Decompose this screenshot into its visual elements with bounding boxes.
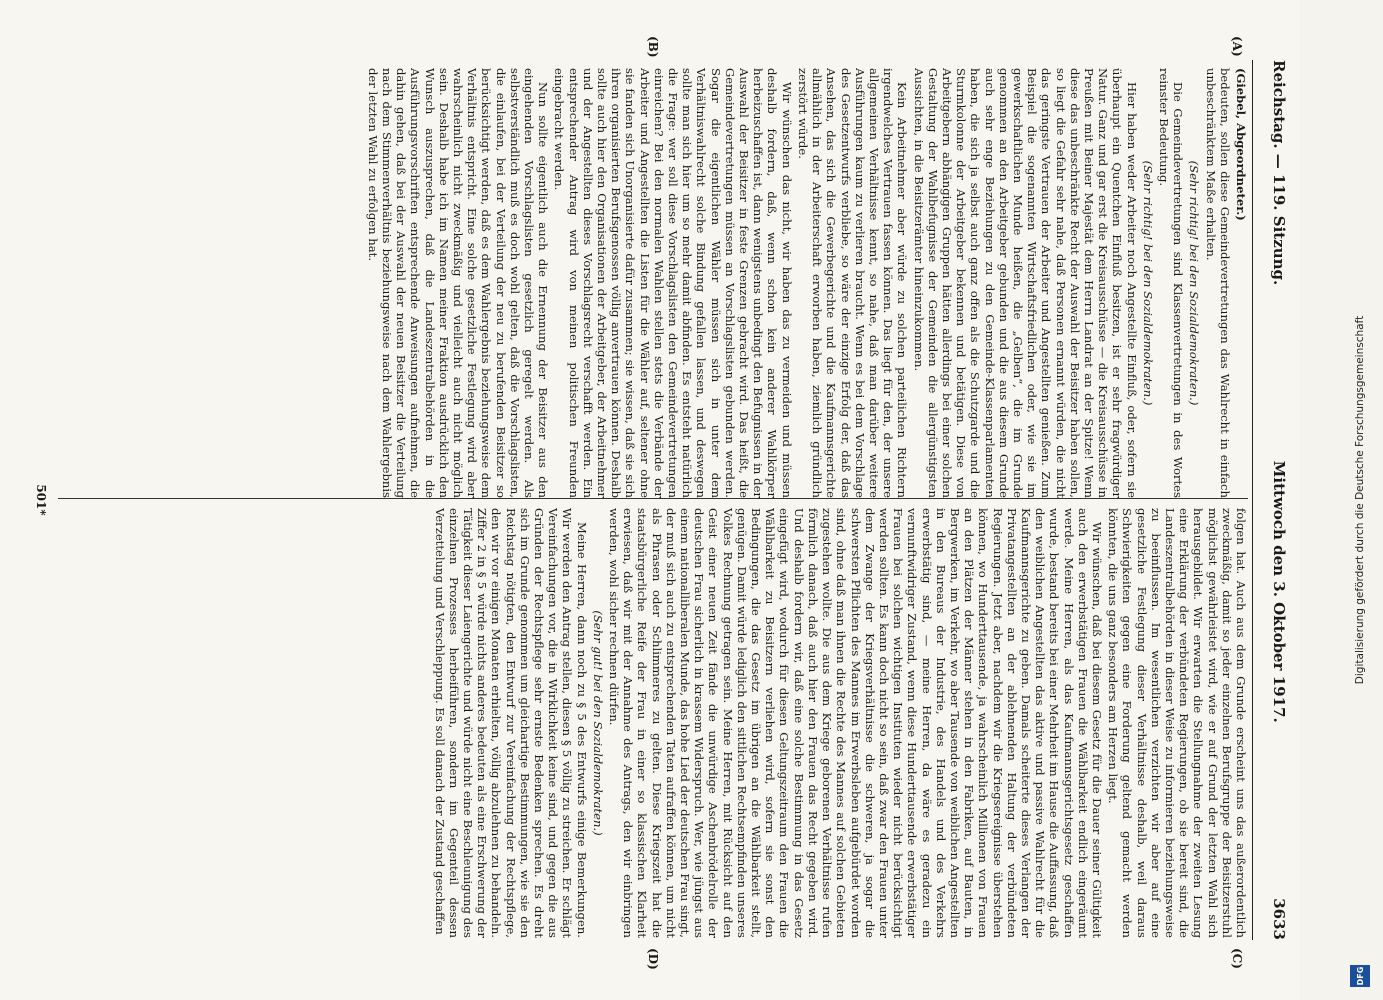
page-header — [1258, 60, 1288, 940]
speaker-label: (Giebel, Abgeordneter.) — [1234, 68, 1248, 221]
interjection: (Sehr richtig! bei den Sozialdemokraten.) — [1187, 160, 1202, 406]
paragraph: Meine Herren, dann noch zu § 5 des Entwurfs einige Bemerkungen. Wir werden den Antrag stellen, diesen § 5 völlig zu streichen. Er schlägt Vereinfachungen vor, die in Wirklichkeit keine sind, und gegen die aus Gründen der Rechtspflege sehr ernste Bedenken sprechen. Es dreht sich im Grunde genommen um gleichartige Bestimmungen, wie sie den Reichstag nötigten, den Entwurf zur Vereinfachung der Rechtspflege, den wir vor einigen Monaten erhielten, völlig abzulehnen zu behandeln. Ziffer 2 in § 5 würde nichts anderes bedeuten als eine Erschwerung der Tätigkeit dieser Laiengerichte und würde nicht eine Beschleunigung des einzelnen Prozesses herbeiführen, sondern im Gegenteil dessen Verzettelung und Verschleppung. Es soll danach der Zustand geschaffen — [432, 508, 589, 938]
interjection: (Sehr gut! bei den Sozialdemokraten.) — [590, 610, 605, 836]
paragraph: Wir wünschen das nicht, wir haben das zu vermeiden und müssen deshalb fordern, daß, wenn schon kein anderer Wahlkörper herbeizuschaffen ist, dann wenigstens unbedingt den Befugnissen in der Auswahl der Beisitzer in feste Grenzen gebracht wird. Das heißt, die Gemeindevertretungen müssen an Vorschlagslisten gebunden werden. Sogar die eigentlichen Wähler müssen sich in unter dem Verhältniswahlrecht solche Bindung gefallen lassen, und deswegen sollte man sich hier um so mehr damit abfinden. Es entsteht natürlich die Frage: wer soll diese Vorschlagslisten den Gemeindevertretungen einreichen? Bei den normalen Wahlen stellen stets die Verbände der Arbeiter und Angestellten die Listen für die Wähler auf, seltener ohne sie fanden sich Unorganisierte dafür zusammen; sie wissen, daß sie sich ihren organisierten Berufsgenossen völlig anvertrauen können. Deshalb sollte auch hier den Organisationen der Arbeitgeber, der Arbeitnehmer und der Angestellten dieses Vorschlagsrecht verschafft werden. Ein entsprechender Antrag wird von meinen politischen Freunden eingebracht werden. — [552, 68, 794, 498]
page-footer: 501* — [34, 484, 48, 516]
left-column — [48, 68, 1248, 498]
paragraph: Kein Arbeitnehmer aber würde zu solchen parteilichen Richtern irgendwelches Vertrauen fassen können. Das liegt für den, der unsere allgemeinen Verhältnisse kennt, so nahe, daß man darüber weitere Ausführungen kaum zu verlieren braucht. Wenn es bei dem Vorschlage des Gesetzentwurfs verbliebe, so wäre der einzige Erfolg der, daß das Ansehen, das sich die Gewerbegerichte und die Kaufmannsgerichte allmählich in der Arbeiterschaft erworben haben, ziemlich gründlich zerstört würde. — [795, 68, 910, 498]
paragraph: folgen hat. Auch aus dem Grunde erscheint uns das außerordentlich zweckmäßig, damit so jeder einzelnen Berufsgruppe der Beisitzerstuhl möglichst gewährleistet wird, wie er auf Grund der letzten Wahl sich herausgebildet. Wir erwarten die Stellungnahme der zweiten Lesung eine Erklärung der verbündeten Regierungen, ob sie bereit sind, die Landeszentralbehörden in dieser Weise zu informieren beziehungsweise zu beeinflussen. Im wesentlichen verzichten wir aber auf eine gesetzliche Festlegung dieser Verhältnisse deshalb, weil daraus Schwierigkeiten gegen eine Forderung geltend gemacht werden könnten, die uns ganz besonders am Herzen liegt. — [1106, 508, 1248, 938]
paragraph: Wir wünschen, daß bei diesem Gesetz für die Dauer seiner Gültigkeit auch den erwerbstätigen Frauen die Wählbarkeit endlich eingeräumt werde. Meine Herren, als das Kaufmannsgerichtsgesetz geschaffen wurde, bestand bereits bei einer Mehrheit im Hause die Auffassung, daß den weiblichen Angestellten das aktive und passive Wahlrecht für die Kaufmannsgerichte zu geben. Damals scheiterte dieses Verlangen der Privatangestellten an der ablehnenden Haltung der verbündeten Regierungen. Jetzt aber, nachdem wir die Kriegsereignisse überstehen können, wo Hunderttausende, ja wahrscheinlich Millionen von Frauen an den Plätzen der Männer stehen in den Fabriken, auf Bauten, in Bergwerken, im Verkehr, wo aber Tausende von weiblichen Angestellten in den Bureaus der Industrie, des Handels und des Verkehrs erwerbstätig sind, — meine Herren, da wäre es geradezu ein vernunftwidriger Zustand, wenn diese Hunderttausende erwerbstätiger Frauen bei solchen wichtigen Instituten wieder nicht berücksichtigt werden sollten. Es kann doch nicht so sein, daß zwar den Frauen unter dem Zwange der Kriegsverhältnisse die schweren, ja sogar die schwersten Pflichten des Mannes im Erwerbsleben aufgebürdet worden sind, ohne daß man ihnen die Rechte des Mannes auf solchen Gebieten zugestehen wollte. Die aus dem Kriege geborenen Verhältnisse rufen förmlich danach, daß auch hier den Frauen das Recht gegeben wird. Und deshalb fordern wir, daß eine solche Bestimmung in das Gesetz eingefügt wird, wodurch für diesen Geltungszeitraum den Frauen die Wählbarkeit zu Beisitzern verliehen wird, sofern sie sonst den Bedingungen, die das Gesetz im übrigen an die Wählbarkeit stellt, genügen. Damit würde lediglich den sittlichen Rechtsempfinden unseres Volkes Rechnung getragen sein. Meine Herren, mit Rücksicht auf den Geist einer neuen Zeit fände die unwürdige Aschenbrödelrolle der deutschen Frau sicherlich in krassem Widerspruch. Wer, wie jüngst aus einem nationalliberalen Munde, das hohe Lied der deutschen Frau singt, der muß sich auch zu entsprechenden Taten aufraffen können, um nicht als Phrasen oder Schlimmeres zu gelten. Diese Kriegszeit hat die staatsbürgerliche Reife der Frau in einer so klassischen Klarheit erwiesen, daß wir mit der Annahme des Antrags, den wir einbringen werden, wohl sicher rechnen dürfen. — [607, 508, 1104, 938]
paragraph: bedeuten, sollen diese Gemeindevertretungen das Wahlrecht in einfach unbeschränktem Maße erhalten. — [1203, 68, 1232, 498]
marker-a: (A) — [1230, 36, 1244, 57]
paragraph: Die Gemeindevertretungen sind Klassenvertretungen in des Wortes reinster Bedeutung. — [1156, 68, 1186, 498]
paragraph: Hier haben weder Arbeiter noch Angestellte Einfluß, oder, sofern sie überhaupt ein Quentchen Einfluß besitzen, ist er sehr fragwürdiger Natur. Ganz und gar erst die Kreisausschüsse — die Kreisausschüsse in Preußen mit Beiner Majestät dem Herrn Landrat an der Spitze! Wenn diese das unbeschränkte Recht der Auswahl der Beisitzer haben sollen, so liegt die Gefahr sehr nahe, daß Personen ernannt würden, die nicht das geringste Vertrauen der Arbeiter und Angestellten genießen. Zum Beispiel die sogenannten Wirtschaftsfriedlichen oder, wie sie im gewerkschaftlichen Munde heißen, die „Gelben“, die im Grunde genommen an den Arbeitgeber gebunden und die aus diesem Grunde auch sehr enge Beziehungen zu den Gemeinde-Klassenparlamenten haben, die sich ja selbst auch ganz offen als die Schutzgarde und die Sturmkolonne der Arbeitgeber bekennen und betätigen. Diese von Arbeitgebern abhängigen Gruppen hätten allerdings bei einer solchen Gestaltung der Wahlbefugnisse der Gemeinden die allergünstigsten Aussichten, in die Beisitzerämter hineinzukommen. — [911, 68, 1139, 498]
dfg-logo-icon: DFG — [1350, 965, 1370, 987]
header-left: Reichstag. — 119. Sitzung. — [1270, 60, 1288, 286]
digitization-credit: Digitalisierung gefördert durch die Deutsche Forschungsgemeinschaft — [1354, 315, 1367, 685]
right-column — [48, 508, 1248, 938]
marker-b: (B) — [646, 36, 660, 58]
marker-c: (C) — [1230, 948, 1244, 969]
header-rule — [1252, 60, 1253, 940]
header-date: Mittwoch den 3. Oktober 1917. — [1270, 460, 1288, 723]
column-divider — [58, 498, 1248, 499]
digitization-sidebar — [1345, 0, 1375, 1000]
marker-d: (D) — [646, 948, 660, 970]
page-number: 3633 — [1270, 898, 1288, 940]
paragraph: Nun sollte eigentlich auch die Ernennung der Beisitzer aus den eingehenden Vorschlagslisten gesetzlich geregelt werden. Als selbstverständlich muß es doch wohl gelten, daß die Vorschlagslisten, die einlaufen, bei der Verteilung der neu zu berufenden Beisitzer so berücksichtigt werden, daß es dem Wahlergebnis beziehungsweise dem Verhältnis entspricht. Eine solche gesetzliche Festlegung wird aber wahrscheinlich nicht zweckmäßig und vielleicht auch nicht möglich sein. Deshalb habe ich im Namen meiner Fraktion ausdrücklich den Wunsch auszusprechen, daß die Landeszentralbehörden in die Ausführungsvorschriften entsprechende Anweisungen aufnehmen, die dahin gehen, daß bei der Auswahl der neuen Beisitzer die Verteilung nach dem Stimmenverhältnis beziehungsweise nach dem Wahlergebnis der letzten Wahl zu erfolgen hat. — [365, 68, 551, 498]
interjection: (Sehr richtig! bei den Sozialdemokraten.) — [1140, 160, 1155, 406]
